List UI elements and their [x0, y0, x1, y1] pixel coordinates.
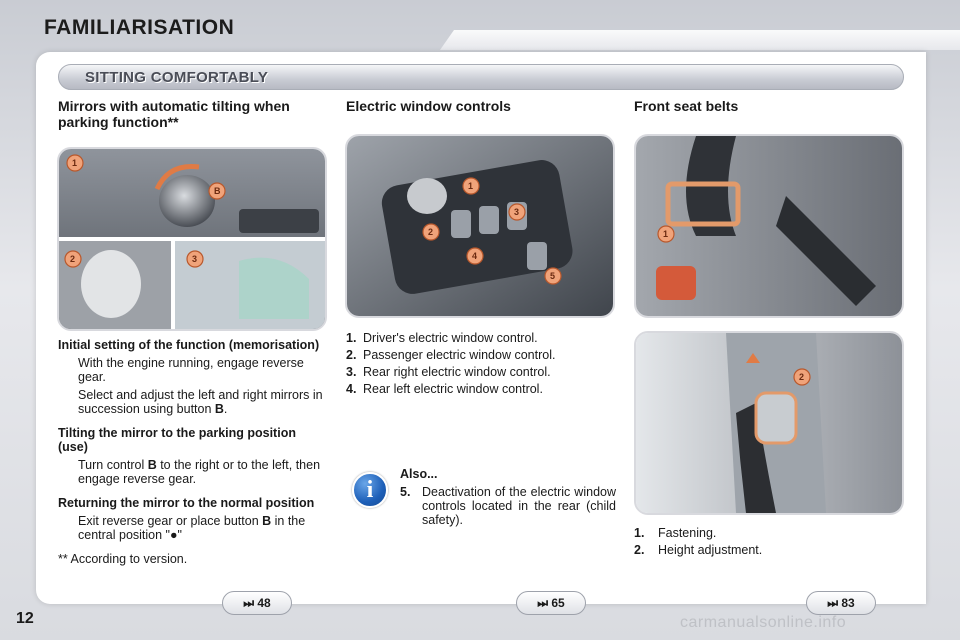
title-bar-decoration: [440, 30, 960, 50]
list-item: Exit reverse gear or place button B in the central position "●": [58, 514, 326, 542]
also-title: Also...: [400, 467, 438, 481]
page-ref-48-link[interactable]: ⏭ 48: [222, 591, 292, 615]
list-item: 2. Height adjustment.: [634, 543, 763, 557]
window-controls-list: [346, 331, 616, 399]
callout-4-label: 4: [472, 251, 478, 261]
also-note: [400, 467, 616, 527]
mirrors-heading: Mirrors with automatic tilting when parking function**: [58, 98, 290, 130]
callout-2-label: 2: [70, 254, 76, 264]
window-controls-photo: [345, 134, 615, 318]
callout-3-label: 3: [514, 207, 520, 217]
initial-setting-heading: Initial setting of the function (memorisation): [58, 338, 320, 352]
page-ref-83-link[interactable]: ⏭ 83: [806, 591, 876, 615]
info-icon: i: [352, 472, 388, 508]
mirrors-text: [58, 338, 326, 566]
list-item: Select and adjust the left and right mirrors in succession using button B.: [58, 388, 326, 416]
list-item: 2. Passenger electric window control.: [346, 348, 556, 362]
callout-2-label: 2: [799, 372, 805, 382]
callout-3-label: 3: [192, 254, 198, 264]
list-item: 3. Rear right electric window control.: [346, 365, 551, 379]
windows-heading: Electric window controls: [346, 98, 511, 114]
list-item: With the engine running, engage reverse gear.: [58, 356, 326, 384]
also-item: 5. Deactivation of the electric window controls located in the rear (child safety).: [400, 485, 616, 527]
page-ref-65-link[interactable]: ⏭ 65: [516, 591, 586, 615]
callout-1-label: 1: [72, 158, 78, 168]
watermark: carmanualsonline.info: [680, 614, 847, 631]
list-item: Turn control B to the right or to the left, then engage reverse gear.: [58, 458, 326, 486]
section-title: SITTING COMFORTABLY: [85, 69, 269, 86]
page-title: FAMILIARISATION: [44, 16, 235, 39]
bullet-icon: [58, 458, 78, 486]
seat-belt-list: [634, 526, 904, 560]
list-item: 1. Driver's electric window control.: [346, 331, 538, 345]
footnote: ** According to version.: [58, 552, 188, 566]
bullet-icon: [58, 514, 78, 542]
tilting-heading: Tilting the mirror to the parking position (use): [58, 426, 296, 454]
seat-belt-height-photo: [634, 331, 904, 515]
page-number: 12: [16, 610, 34, 627]
callout-b-label: B: [214, 186, 221, 196]
list-item: 4. Rear left electric window control.: [346, 382, 543, 396]
bullet-icon: [58, 356, 78, 384]
seat-belt-buckle-photo: [634, 134, 904, 318]
callout-5-label: 5: [550, 271, 556, 281]
seat-belts-heading: Front seat belts: [634, 98, 739, 114]
mirror-controls-photo: [57, 147, 327, 331]
returning-heading: Returning the mirror to the normal position: [58, 496, 315, 510]
bullet-icon: [58, 388, 78, 416]
section-banner: [58, 64, 904, 90]
callout-2-label: 2: [428, 227, 434, 237]
list-item: 1. Fastening.: [634, 526, 717, 540]
callout-1-label: 1: [663, 229, 669, 239]
callout-1-label: 1: [468, 181, 474, 191]
